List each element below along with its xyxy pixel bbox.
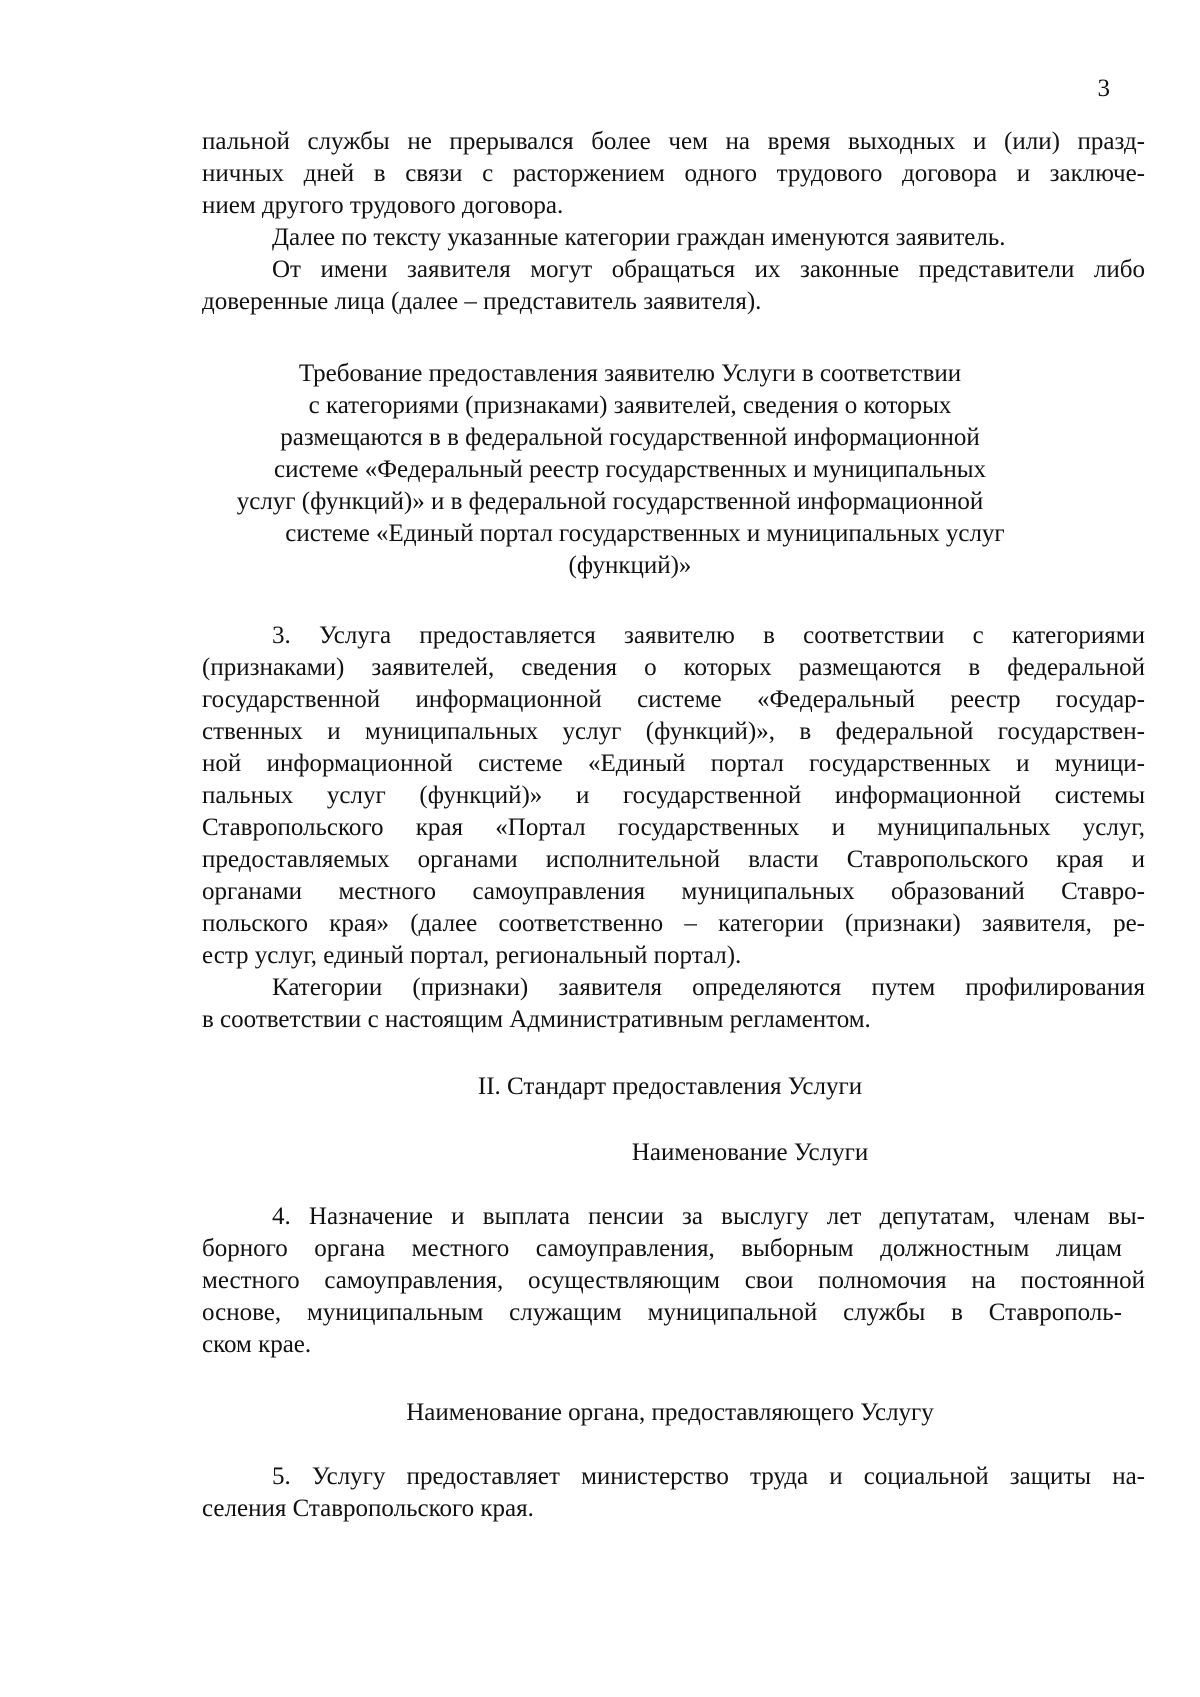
text-line: (признаками) заявителей, сведения о которых размещаются в федеральной xyxy=(202,654,1145,681)
text-line: 5. Услугу предоставляет министерство труда и социальной защиты на- xyxy=(272,1463,1145,1490)
requirement-heading xyxy=(0,358,1200,582)
text-line: ной информационной системе «Единый портал государственных и муници- xyxy=(202,750,1145,777)
heading-line: (функций)» xyxy=(568,552,692,579)
organ-heading xyxy=(0,1397,1200,1429)
section-title: II. Стандарт предоставления Услуги xyxy=(477,1073,863,1100)
service-name-heading xyxy=(0,1137,1200,1169)
heading-line: услуг (функций)» и в федеральной государственной информационной xyxy=(236,488,984,515)
text-line: нием другого трудового договора. xyxy=(202,192,564,219)
text-line: предоставляемых органами исполнительной власти Ставропольского края и xyxy=(202,846,1145,873)
text-line: Категории (признаки) заявителя определяются путем профилирования xyxy=(272,974,1145,1001)
text-line: Далее по тексту указанные категории граждан именуются заявитель. xyxy=(272,224,1006,251)
section-5-paragraph xyxy=(202,1461,1145,1525)
page-number: 3 xyxy=(1097,75,1110,102)
section-4-paragraph xyxy=(202,1201,1145,1361)
text-line: органами местного самоуправления муниципальных образований Ставро- xyxy=(202,878,1145,905)
section-subtitle: Наименование Услуги xyxy=(631,1139,869,1166)
section-ii-title xyxy=(0,1071,1200,1103)
text-line: пальных услуг (функций)» и государственной информационной системы xyxy=(202,782,1145,809)
text-line: основе, муниципальным служащим муниципальной службы в Ставрополь- xyxy=(202,1299,1122,1326)
text-line: Ставропольского края «Портал государственных и муниципальных услуг, xyxy=(202,814,1145,841)
text-line: местного самоуправления, осуществляющим свои полномочия на постоянной xyxy=(202,1267,1145,1294)
text-line: ском крае. xyxy=(202,1331,312,1358)
text-line: государственной информационной системе «Федеральный реестр государ- xyxy=(202,686,1145,713)
text-line: селения Ставропольского края. xyxy=(202,1495,534,1522)
text-line: От имени заявителя могут обращаться их законные представители либо xyxy=(272,256,1145,283)
section-3-paragraph xyxy=(202,620,1145,1036)
section-subtitle: Наименование органа, предоставляющего Услугу xyxy=(406,1399,934,1426)
text-line: польского края» (далее соответственно – категории (признаки) заявителя, ре- xyxy=(202,910,1145,937)
text-line: 3. Услуга предоставляется заявителю в соответствии с категориями xyxy=(272,622,1145,649)
text-line: 4. Назначение и выплата пенсии за выслугу лет депутатам, членам вы- xyxy=(272,1203,1145,1230)
heading-line: Требование предоставления заявителю Услуги в соответствии xyxy=(298,360,962,387)
text-line: борного органа местного самоуправления, выборным должностным лицам xyxy=(202,1235,1122,1262)
text-line: пальной службы не прерывался более чем на время выходных и (или) празд- xyxy=(202,128,1145,155)
text-line: в соответствии с настоящим Административным регламентом. xyxy=(202,1006,871,1033)
heading-line: системе «Федеральный реестр государственных и муниципальных xyxy=(273,456,987,483)
text-line: доверенные лица (далее – представитель заявителя). xyxy=(202,288,762,315)
intro-paragraph xyxy=(202,126,1145,318)
text-line: ственных и муниципальных услуг (функций)», в федеральной государствен- xyxy=(202,718,1145,745)
heading-line: системе «Единый портал государственных и муниципальных услуг xyxy=(285,520,1005,547)
heading-line: с категориями (признаками) заявителей, сведения о которых xyxy=(308,392,952,419)
text-line: естр услуг, единый портал, региональный портал). xyxy=(202,942,742,969)
text-line: ничных дней в связи с расторжением одного трудового договора и заключе- xyxy=(202,160,1145,187)
heading-line: размещаются в в федеральной государственной информационной xyxy=(280,424,980,451)
